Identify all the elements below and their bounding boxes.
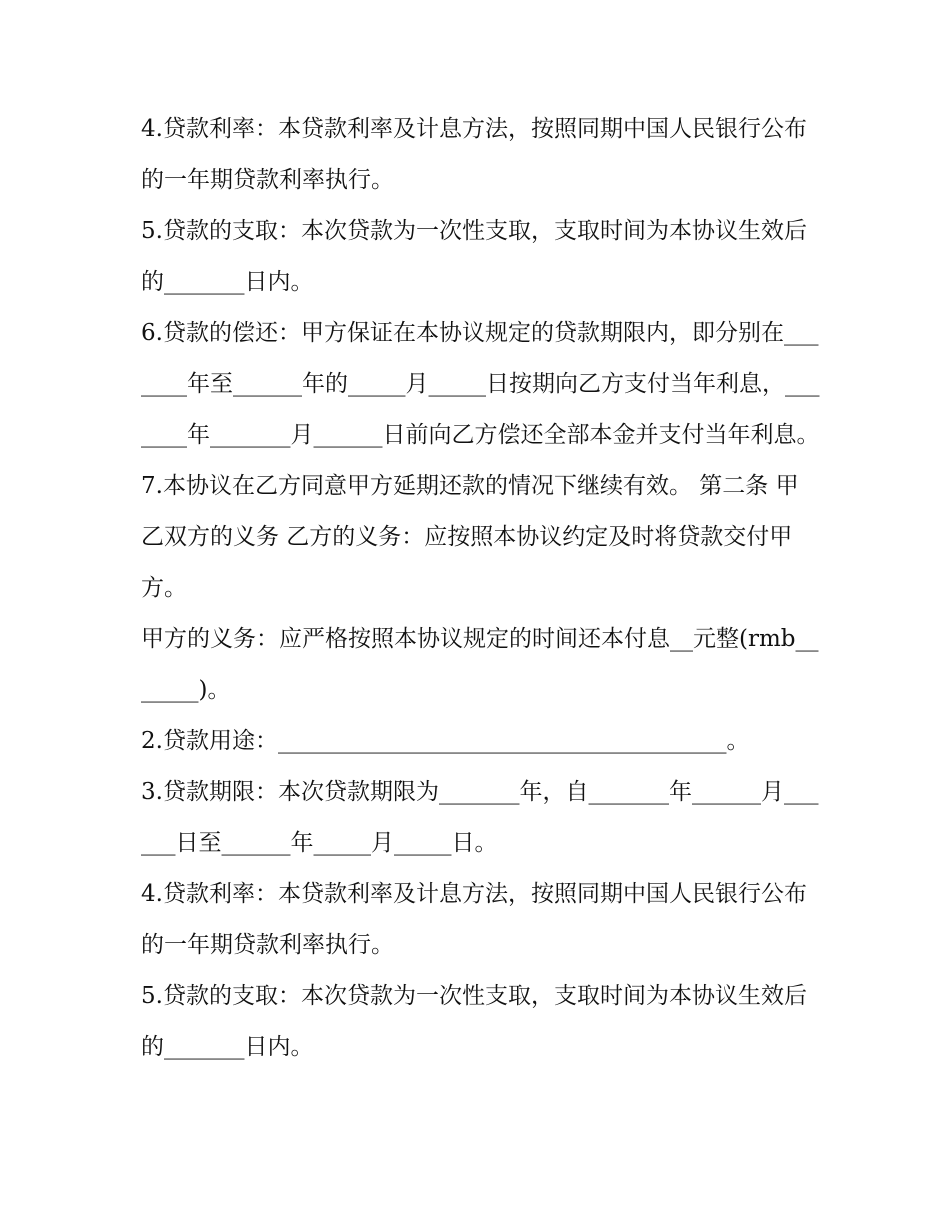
clause-5-disbursement: 5.贷款的支取：本次贷款为一次性支取，支取时间为本协议生效后的_______日内。 xyxy=(141,218,807,295)
clause-7-validity-obligations: 7.本协议在乙方同意甲方延期还款的情况下继续有效。 第二条 甲乙双方的义务 乙方的义务：应按照本协议约定及时将贷款交付甲方。 xyxy=(141,473,799,601)
document-body xyxy=(141,104,821,1073)
clause-3-loan-term: 3.贷款期限：本次贷款期限为_______年，自_______年______月______日至______年_____月_____日。 xyxy=(141,779,819,856)
clause-4-interest-rate-repeat: 4.贷款利率：本贷款利率及计息方法，按照同期中国人民银行公布的一年期贷款利率执行。 xyxy=(141,881,807,958)
clause-2-loan-purpose: 2.贷款用途：_______________________________________。 xyxy=(141,728,750,754)
party-a-obligations: 甲方的义务：应严格按照本协议规定的时间还本付息__元整(rmb_______)。 xyxy=(141,626,819,703)
clause-4-interest-rate: 4.贷款利率：本贷款利率及计息方法，按照同期中国人民银行公布的一年期贷款利率执行。 xyxy=(141,116,807,193)
clause-6-repayment: 6.贷款的偿还：甲方保证在本协议规定的贷款期限内，即分别在_______年至______年的_____月_____日按期向乙方支付当年利息，_______年_______月______日前向乙方偿还全部本金并支付当年利息。 xyxy=(141,320,820,448)
clause-5-disbursement-repeat: 5.贷款的支取：本次贷款为一次性支取，支取时间为本协议生效后的_______日内。 xyxy=(141,983,807,1060)
